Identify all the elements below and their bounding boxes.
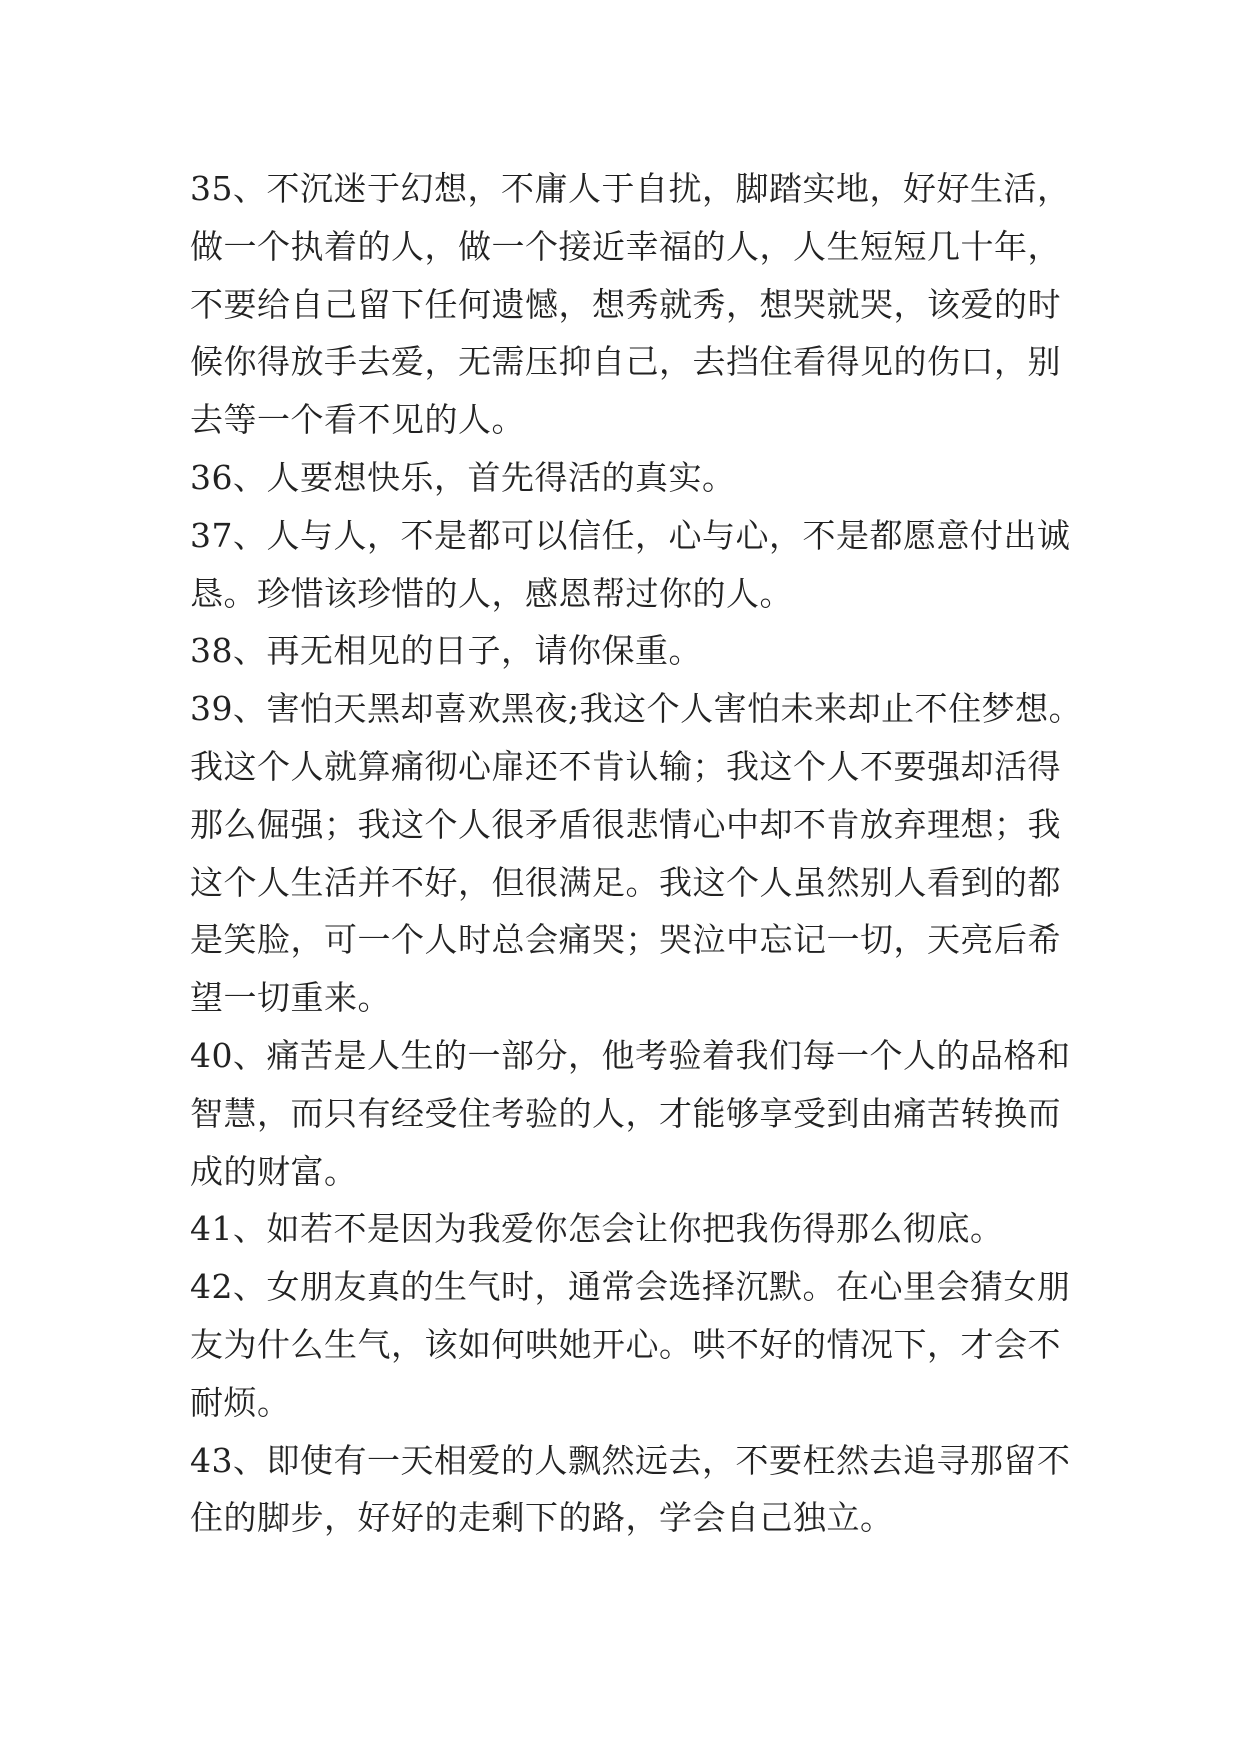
text-line: 做一个执着的人，做一个接近幸福的人，人生短短几十年， (190, 226, 1061, 266)
text-line: 38、再无相见的日子，请你保重。 (190, 631, 702, 671)
text-line: 39、害怕天黑却喜欢黑夜;我这个人害怕未来却止不住梦想。 (190, 689, 1083, 729)
text-line: 43、即使有一天相爱的人飘然远去，不要枉然去追寻那留不 (190, 1440, 1071, 1480)
text-line: 37、人与人，不是都可以信任，心与心，不是都愿意付出诚 (190, 515, 1071, 555)
text-line: 成的财富。 (190, 1151, 358, 1191)
text-line: 我这个人就算痛彻心扉还不肯认输；我这个人不要强却活得 (190, 746, 1061, 786)
text-line: 那么倔强；我这个人很矛盾很悲情心中却不肯放弃理想；我 (190, 804, 1061, 844)
text-line: 耐烦。 (190, 1382, 291, 1422)
text-line: 去等一个看不见的人。 (190, 400, 525, 440)
text-line: 36、人要想快乐，首先得活的真实。 (190, 457, 736, 497)
text-line: 是笑脸，可一个人时总会痛哭；哭泣中忘记一切，天亮后希 (190, 920, 1061, 960)
text-line: 恳。珍惜该珍惜的人，感恩帮过你的人。 (190, 573, 793, 613)
text-line: 42、女朋友真的生气时，通常会选择沉默。在心里会猜女朋 (190, 1267, 1071, 1307)
text-line: 这个人生活并不好，但很满足。我这个人虽然别人看到的都 (190, 862, 1061, 902)
text-line: 友为什么生气，该如何哄她开心。哄不好的情况下，才会不 (190, 1324, 1061, 1364)
text-line: 望一切重来。 (190, 978, 391, 1018)
text-line: 住的脚步，好好的走剩下的路，学会自己独立。 (190, 1498, 894, 1538)
text-line: 35、不沉迷于幻想，不庸人于自扰，脚踏实地，好好生活， (190, 169, 1071, 208)
text-line: 40、痛苦是人生的一部分，他考验着我们每一个人的品格和 (190, 1035, 1071, 1075)
document-body (190, 160, 1083, 1547)
text-line: 41、如若不是因为我爱你怎会让你把我伤得那么彻底。 (190, 1209, 1004, 1249)
text-line: 不要给自己留下任何遗憾，想秀就秀，想哭就哭，该爱的时 (190, 284, 1061, 324)
text-line: 智慧，而只有经受住考验的人，才能够享受到由痛苦转换而 (190, 1093, 1061, 1133)
text-line: 候你得放手去爱，无需压抑自己，去挡住看得见的伤口，别 (190, 342, 1061, 382)
